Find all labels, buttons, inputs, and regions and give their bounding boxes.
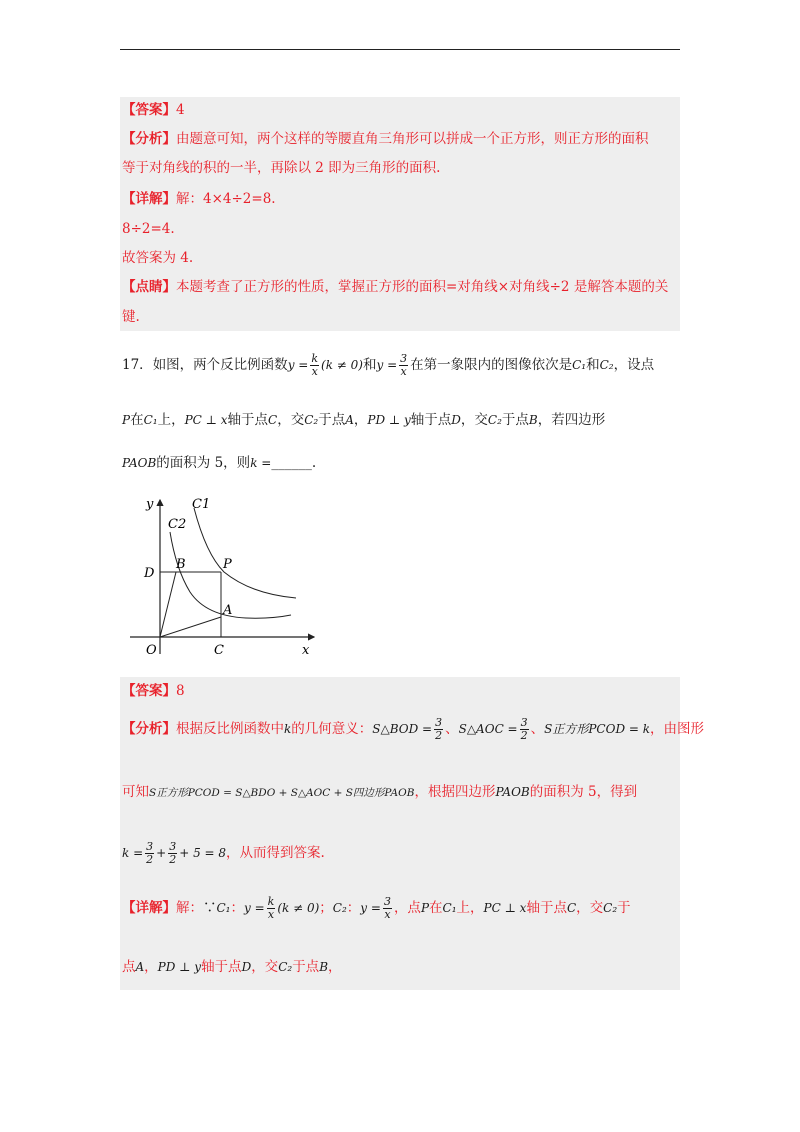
area-expr: S正方形PCOD = k	[544, 722, 651, 736]
detail-text: 轴于点	[526, 900, 567, 916]
equation: k =	[250, 456, 272, 470]
stem-text: 于点	[318, 412, 346, 428]
fraction-den: 2	[435, 729, 443, 742]
curve-label: C₁	[442, 901, 457, 915]
answer-tag: 【答案】	[122, 683, 176, 699]
fraction	[399, 353, 408, 378]
equation: k =	[122, 846, 144, 860]
curve-label: C₂	[332, 901, 347, 915]
label-a: A	[223, 603, 233, 618]
fraction-num: 3	[520, 716, 528, 729]
fraction-num: k	[267, 895, 275, 908]
analysis-tag: 【分析】	[122, 721, 176, 737]
q16-comment-line-2	[122, 308, 140, 326]
answer-blank: ______	[271, 455, 312, 471]
condition: (k ≠ 0)	[321, 358, 363, 372]
perpendicular: PD ⊥ y	[157, 960, 202, 974]
stem-text: 上，	[157, 412, 185, 428]
separator: 、	[530, 721, 545, 737]
analysis-text: 的几何意义：	[291, 721, 373, 737]
curve-c1	[194, 508, 296, 598]
stem-text: ，	[353, 412, 368, 428]
detail-text: 故答案为 4.	[122, 250, 194, 266]
q17-answer	[122, 682, 185, 700]
detail-text: 解：	[176, 900, 203, 916]
equation: y =	[376, 358, 398, 372]
equation: y =	[360, 901, 381, 915]
fraction-den: x	[400, 365, 407, 378]
detail-text: ；	[319, 900, 333, 916]
detail-text: ，	[144, 959, 158, 975]
stem-text: 和	[362, 357, 377, 373]
q16-analysis-line-2	[122, 159, 440, 177]
q17-stem-line-3	[122, 454, 316, 472]
answer-value: 8	[176, 683, 185, 699]
area-expr: S△AOC =	[458, 722, 518, 736]
stem-text: 在	[130, 412, 144, 428]
q17-stem-line-1	[122, 352, 654, 378]
q16-analysis-line-1	[122, 130, 649, 148]
analysis-text: 等于对角线的积的一半，再除以 2 即为三角形的面积.	[122, 160, 441, 176]
point-label: P	[420, 901, 430, 915]
q16-detail-line-2	[122, 220, 175, 238]
q17-analysis-line-1	[122, 714, 704, 744]
perpendicular: PD ⊥ y	[367, 413, 411, 427]
detail-text: ，交	[251, 959, 279, 975]
fraction-den: x	[267, 908, 275, 921]
fraction-num: 3	[169, 840, 177, 853]
analysis-text: ，从而得到答案.	[226, 845, 325, 861]
detail-text: ，交	[576, 900, 604, 916]
stem-text: 在第一象限内的图像依次是	[410, 357, 573, 373]
q16-comment-line-1	[122, 278, 668, 296]
stem-text: ，交	[460, 412, 488, 428]
analysis-text: ，由图形	[650, 721, 705, 737]
area-expr: S△BOD =	[372, 722, 433, 736]
fraction	[145, 841, 154, 866]
label-p: P	[223, 557, 232, 572]
fraction-den: x	[311, 365, 318, 378]
analysis-text: 的面积为 5，得到	[529, 784, 638, 800]
fraction	[310, 353, 319, 378]
q17-detail-line-1	[122, 893, 631, 923]
label-o: O	[146, 643, 157, 658]
detail-text: ，点	[393, 900, 421, 916]
stem-text: ，设点	[613, 357, 655, 373]
segment-oa	[160, 617, 221, 637]
perpendicular: PC ⊥ x	[184, 413, 228, 427]
fraction	[434, 717, 443, 742]
curve-label: C₂	[599, 358, 614, 372]
detail-tag: 【详解】	[122, 191, 176, 207]
segment-ob	[160, 572, 176, 637]
answer-value: 4	[176, 102, 185, 118]
answer-tag: 【答案】	[122, 102, 176, 118]
condition: (k ≠ 0)	[277, 901, 320, 915]
stem-text: 轴于点	[227, 412, 269, 428]
point-label: D	[241, 960, 252, 974]
analysis-text: 根据反比例函数中	[176, 721, 284, 737]
point-label: A	[135, 960, 145, 974]
fraction	[168, 841, 177, 866]
point-label: D	[451, 413, 461, 427]
fraction-den: 2	[169, 853, 177, 866]
fraction-num: k	[311, 352, 319, 365]
fraction-num: 3	[435, 716, 443, 729]
detail-text: 点	[122, 959, 136, 975]
detail-text: 上，	[456, 900, 484, 916]
detail-text: 解：4×4÷2=8.	[176, 191, 276, 207]
curve-label: C₁	[216, 901, 231, 915]
stem-text: 如图，两个反比例函数	[152, 357, 288, 373]
page-header-rule	[120, 49, 680, 50]
fraction	[520, 717, 529, 742]
curve-label: C₂	[278, 960, 293, 974]
q17-stem-line-2	[122, 411, 605, 429]
stem-text: ，交	[277, 412, 305, 428]
curve-label: C₂	[487, 413, 502, 427]
stem-text: 轴于点	[410, 412, 452, 428]
detail-text: ，	[328, 959, 342, 975]
label-c: C	[214, 643, 224, 658]
stem-text: 于点	[501, 412, 529, 428]
detail-tag: 【详解】	[122, 900, 176, 916]
q17-detail-line-2	[122, 958, 342, 976]
q16-detail-line-1	[122, 190, 276, 208]
fraction-num: 3	[146, 840, 154, 853]
point-label: B	[319, 960, 329, 974]
analysis-text: ，根据四边形	[414, 784, 496, 800]
curve-label: C₁	[572, 358, 587, 372]
point-label: P	[122, 413, 131, 427]
label-x: x	[302, 643, 310, 658]
stem-text: 的面积为 5，则	[156, 455, 251, 471]
curve-label: C₂	[603, 901, 618, 915]
detail-text: ：	[346, 900, 361, 916]
area-equation: S正方形PCOD = S△BDO + S△AOC + S四边形PAOB	[149, 787, 415, 799]
perpendicular: PC ⊥ x	[483, 901, 527, 915]
q16-detail-line-3	[122, 249, 193, 267]
q16-answer	[122, 101, 185, 119]
fraction-den: x	[384, 908, 391, 921]
comment-text: 本题考查了正方形的性质，掌握正方形的面积=对角线×对角线÷2 是解答本题的关	[176, 279, 669, 295]
label-b: B	[176, 557, 186, 572]
analysis-text: 可知	[122, 784, 149, 800]
fraction	[383, 896, 392, 921]
detail-text: 在	[429, 900, 443, 916]
label-c2: C2	[168, 517, 187, 532]
curve-label: C₁	[143, 413, 158, 427]
fraction-num: 3	[383, 895, 391, 908]
variable: k	[284, 722, 292, 736]
operator: +	[156, 846, 167, 860]
q17-analysis-line-2	[122, 783, 637, 802]
hyperbola-figure	[126, 494, 321, 659]
stem-text: 和	[586, 357, 600, 373]
label-d: D	[144, 566, 155, 581]
because-symbol: ∵	[203, 900, 217, 916]
point-label: A	[345, 413, 354, 427]
analysis-tag: 【分析】	[122, 131, 176, 147]
equation: y =	[287, 358, 309, 372]
fraction	[267, 896, 276, 921]
fraction-num: 3	[400, 352, 408, 365]
point-label: C	[566, 901, 577, 915]
separator: 、	[445, 721, 459, 737]
detail-text: 于点	[292, 959, 320, 975]
equation: y =	[244, 901, 265, 915]
comment-tag: 【点睛】	[122, 279, 176, 295]
analysis-text: 由题意可知，两个这样的等腰直角三角形可以拼成一个正方形，则正方形的面积	[176, 131, 649, 147]
detail-text: ：	[230, 900, 244, 916]
stem-text: .	[311, 455, 317, 471]
label-c1: C1	[192, 497, 211, 512]
point-label: B	[528, 413, 538, 427]
detail-text: 8÷2=4.	[122, 221, 175, 237]
quadrilateral-label: PAOB	[122, 456, 157, 470]
curve-label: C₂	[304, 413, 319, 427]
fraction-den: 2	[146, 853, 154, 866]
equation: + 5 = 8	[179, 846, 227, 860]
comment-text: 键.	[122, 309, 140, 325]
quadrilateral-label: PAOB	[495, 785, 530, 799]
stem-text: ，若四边形	[537, 412, 606, 428]
q17-analysis-line-3	[122, 838, 325, 868]
fraction-den: 2	[520, 729, 528, 742]
label-y: y	[146, 497, 154, 512]
detail-text: 轴于点	[201, 959, 242, 975]
point-label: C	[268, 413, 278, 427]
detail-text: 于	[617, 900, 631, 916]
question-number: 17．	[122, 357, 153, 373]
